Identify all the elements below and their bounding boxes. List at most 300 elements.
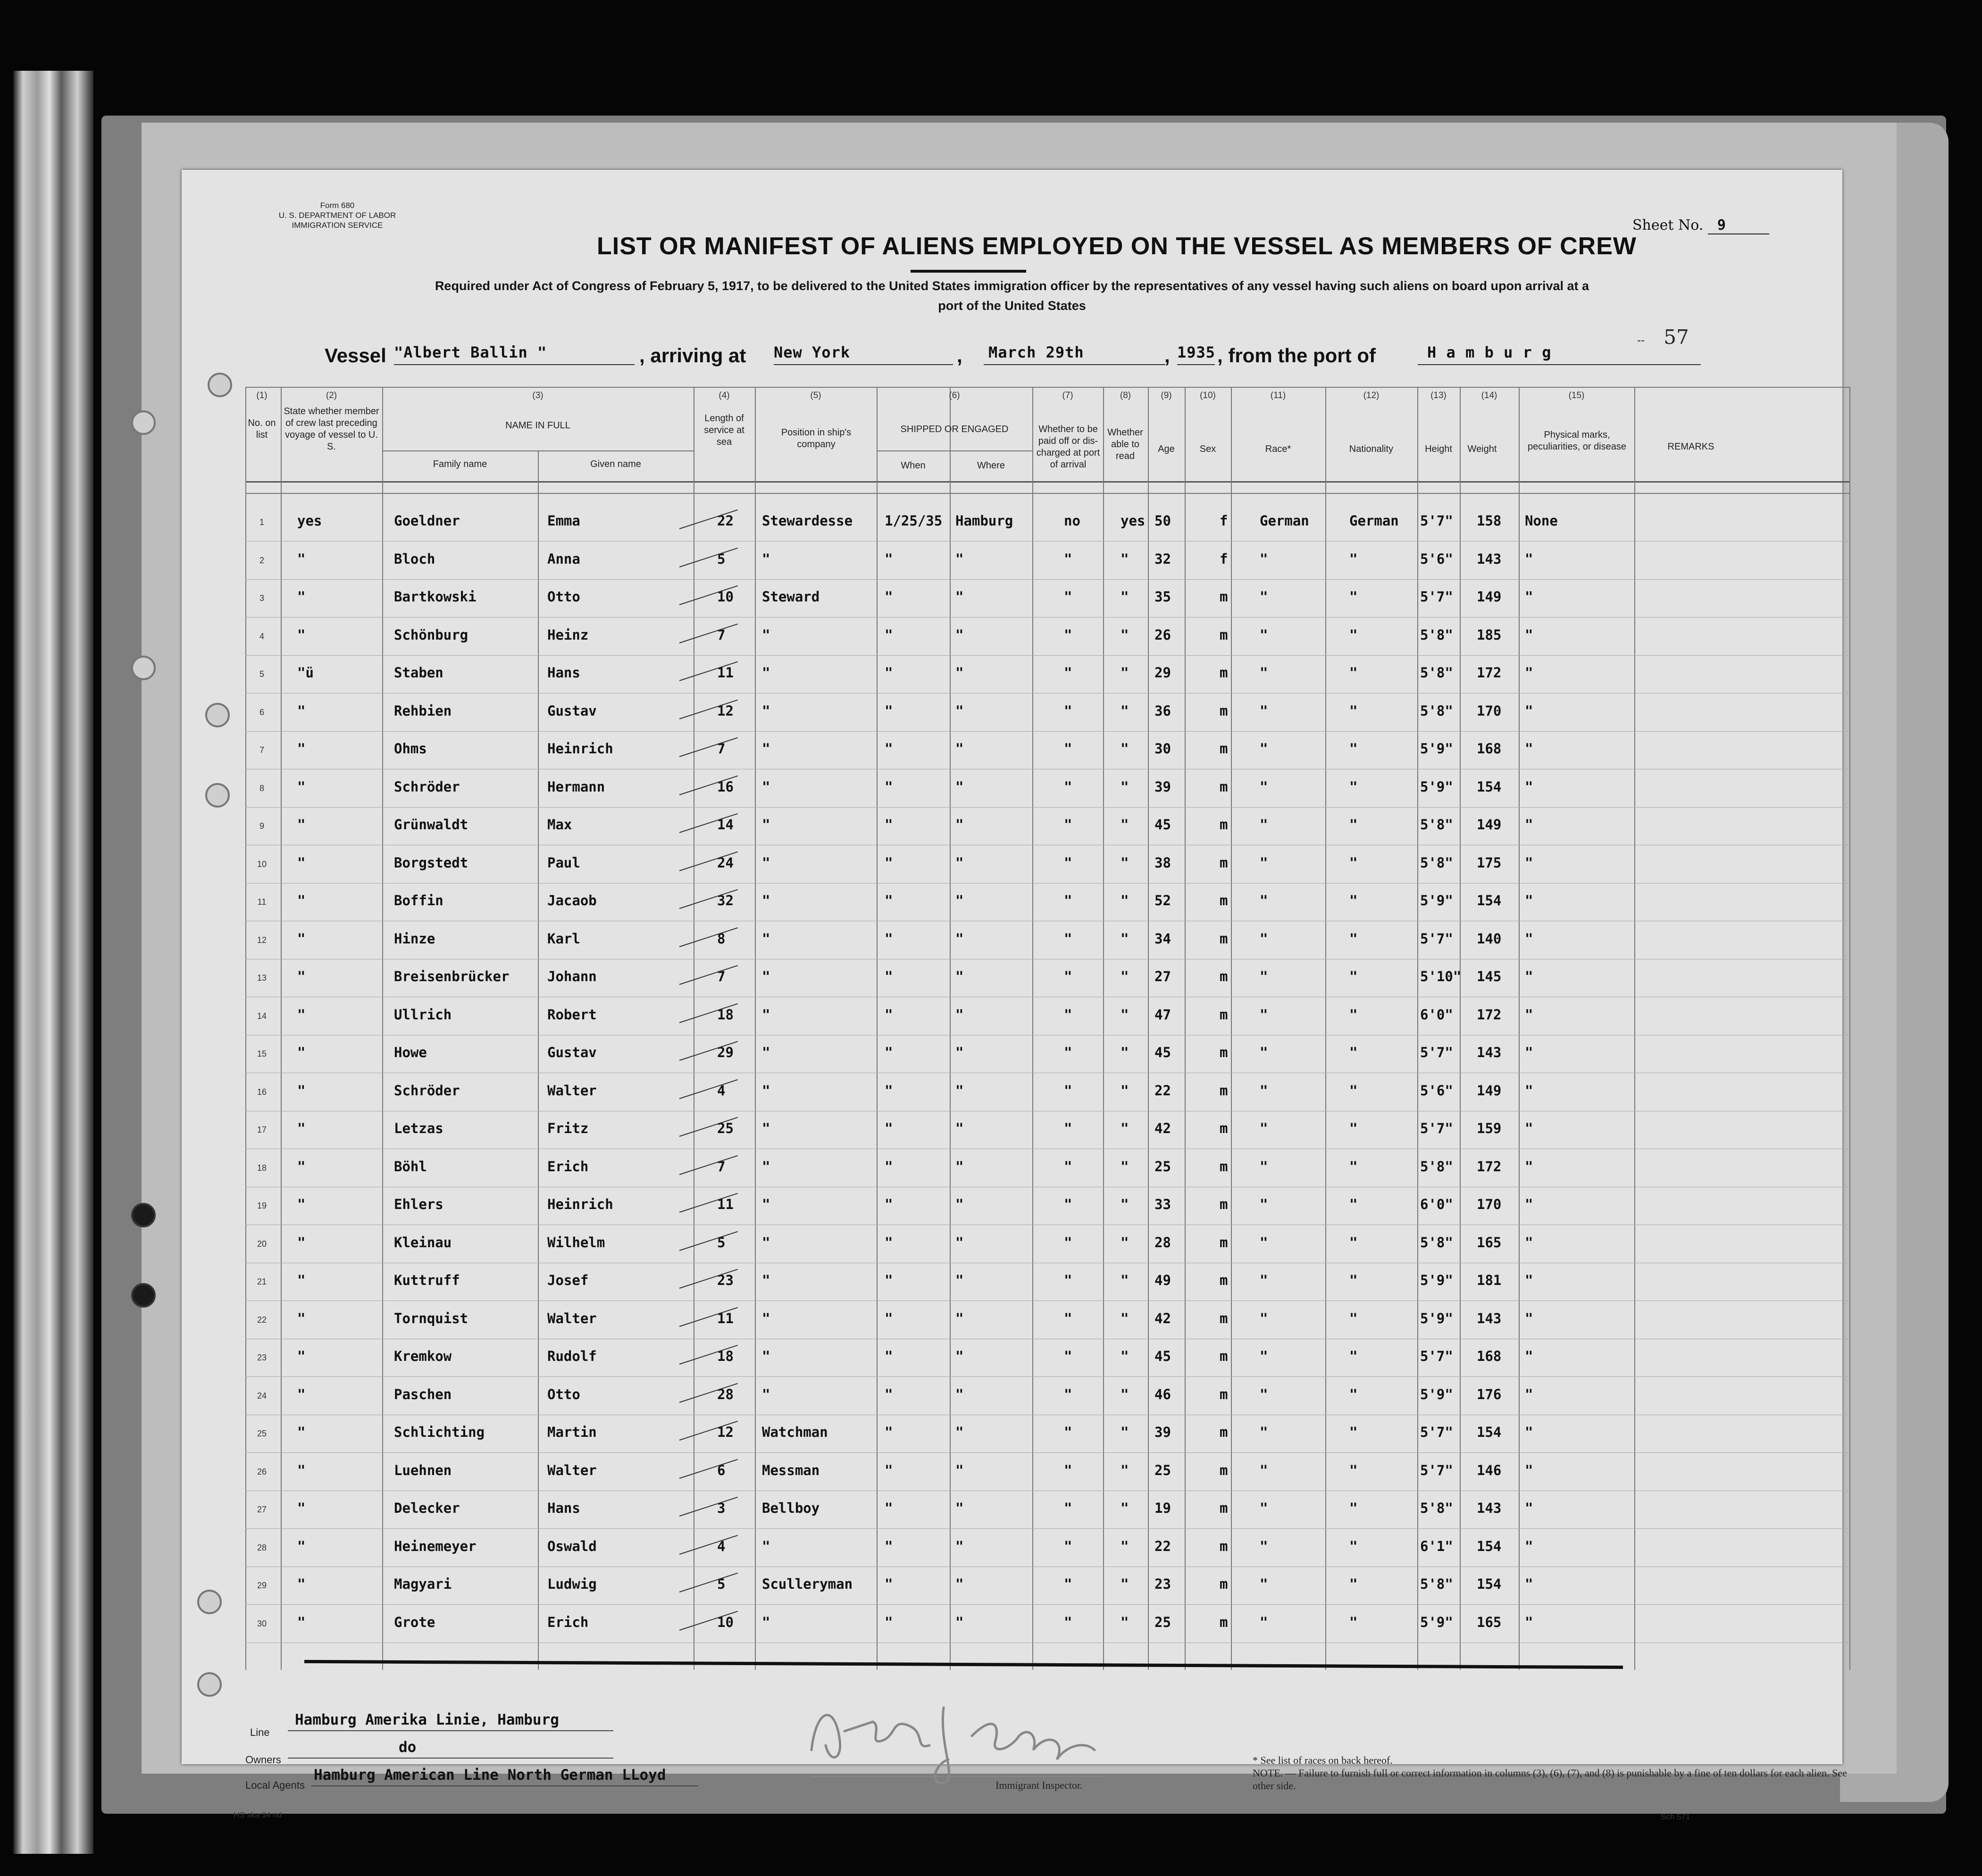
able-to-read: " — [1121, 1614, 1129, 1630]
able-to-read: " — [1121, 1348, 1129, 1364]
paid-off: " — [1064, 930, 1072, 947]
punch-hole — [208, 373, 232, 397]
weight: 154 — [1477, 892, 1502, 909]
prior-us-value: " — [297, 1272, 306, 1288]
row-rule — [245, 1376, 1849, 1377]
col-header-shipped: SHIPPED OR ENGAGED — [900, 424, 1009, 434]
prior-us-value: " — [297, 1196, 306, 1212]
height: 5'7" — [1420, 513, 1453, 529]
height: 5'7" — [1420, 1044, 1453, 1060]
service-length: 28 — [717, 1386, 734, 1402]
row-number: 14 — [257, 1011, 267, 1021]
physical-marks: " — [1525, 626, 1533, 643]
shipped-when: " — [885, 817, 893, 833]
given-name: Oswald — [547, 1538, 597, 1554]
page-subtitle: Required under Act of Congress of February 5, 1917, to be delivered to the United States immigration officer by the representatives of any vessel having such aliens on board upon arrival at a port of the United States — [435, 279, 1589, 313]
physical-marks: " — [1525, 817, 1533, 833]
given-name: Hans — [547, 665, 580, 681]
race: " — [1260, 930, 1268, 947]
weight: 143 — [1477, 1500, 1502, 1516]
sheet-number-field — [1632, 217, 1769, 234]
service-length: 29 — [717, 1044, 734, 1060]
race: " — [1260, 1120, 1268, 1136]
row-number: 20 — [257, 1239, 267, 1249]
col-header-paid-off: Whether to be paid off or dis-charged at port of arrival — [1036, 424, 1100, 470]
weight: 185 — [1477, 626, 1502, 643]
nationality: " — [1349, 1538, 1358, 1554]
col-number: (8) — [1120, 391, 1131, 400]
race: " — [1260, 778, 1268, 795]
row-number: 23 — [257, 1353, 267, 1362]
nationality: " — [1349, 968, 1358, 984]
sex: f — [1220, 513, 1228, 529]
able-to-read: " — [1121, 1082, 1129, 1099]
penalty-note: NOTE. — Failure to furnish full or correct information in columns (3), (6), (7), and (8) is punishable by a fine of ten dollars for each alien. See other side. — [1253, 1767, 1847, 1792]
physical-marks: " — [1525, 589, 1533, 605]
family-name: Boffin — [394, 892, 443, 909]
position: " — [762, 1386, 770, 1402]
sex: m — [1220, 1462, 1228, 1478]
given-name: Hermann — [547, 778, 605, 795]
position: " — [762, 626, 770, 643]
col-header-read: Whether able to read — [1107, 427, 1143, 461]
row-rule — [245, 883, 1849, 884]
row-number: 17 — [257, 1125, 267, 1134]
physical-marks: " — [1525, 854, 1533, 871]
height: 5'6" — [1420, 1082, 1453, 1099]
shipped-where: " — [955, 741, 964, 757]
prior-us-value: " — [297, 589, 306, 605]
shipped-where: " — [955, 1424, 964, 1440]
position: " — [762, 665, 770, 681]
nationality: " — [1349, 1386, 1358, 1402]
position: " — [762, 1196, 770, 1212]
physical-marks: None — [1525, 513, 1558, 529]
height: 5'7" — [1420, 1120, 1453, 1136]
shipped-where: " — [955, 1196, 964, 1212]
col-header-position: Position in ship's company — [781, 427, 852, 450]
race: " — [1260, 817, 1268, 833]
sex: m — [1220, 817, 1228, 833]
given-name: Gustav — [547, 702, 597, 719]
service-length: 5 — [717, 1576, 726, 1592]
weight: 143 — [1477, 550, 1502, 567]
nationality: " — [1349, 1234, 1358, 1251]
given-name: Otto — [547, 1386, 580, 1402]
able-to-read: " — [1121, 702, 1129, 719]
physical-marks: " — [1525, 1386, 1533, 1402]
shipped-when: " — [885, 1272, 893, 1288]
shipped-where: " — [955, 1538, 964, 1554]
age: 49 — [1154, 1272, 1171, 1288]
able-to-read: " — [1121, 1500, 1129, 1516]
age: 34 — [1154, 930, 1171, 947]
position: " — [762, 968, 770, 984]
prior-us-value: yes — [297, 513, 322, 529]
service-length: 7 — [717, 626, 726, 643]
paid-off: " — [1064, 1082, 1072, 1099]
race: " — [1260, 1538, 1268, 1554]
height: 5'9" — [1420, 1310, 1453, 1326]
vessel-name: "Albert Ballin " — [394, 343, 635, 365]
given-name: Robert — [547, 1006, 597, 1023]
paid-off: " — [1064, 702, 1072, 719]
given-name: Walter — [547, 1082, 597, 1099]
sex: m — [1220, 1424, 1228, 1440]
nationality: " — [1349, 626, 1358, 643]
prior-us-value: " — [297, 1044, 306, 1060]
prior-us-value: " — [297, 1538, 306, 1554]
physical-marks: " — [1525, 741, 1533, 757]
race: " — [1260, 550, 1268, 567]
family-name: Bloch — [394, 550, 435, 567]
service-length: 24 — [717, 854, 734, 871]
shipped-when: " — [885, 626, 893, 643]
race: " — [1260, 892, 1268, 909]
given-name: Ludwig — [547, 1576, 597, 1592]
weight: 154 — [1477, 778, 1502, 795]
position: Sculleryman — [762, 1576, 853, 1592]
given-name: Erich — [547, 1158, 589, 1175]
sex: m — [1220, 854, 1228, 871]
nationality: " — [1349, 1310, 1358, 1326]
races-note: * See list of races on back hereof. — [1253, 1754, 1393, 1766]
col-number: (14) — [1481, 391, 1497, 400]
service-length: 11 — [717, 665, 734, 681]
paid-off: " — [1064, 1196, 1072, 1212]
service-length: 4 — [717, 1538, 726, 1554]
sex: m — [1220, 1348, 1228, 1364]
shipped-when: " — [885, 968, 893, 984]
race: " — [1260, 1196, 1268, 1212]
arrival-year: 1935 — [1177, 343, 1215, 365]
physical-marks: " — [1525, 930, 1533, 947]
physical-marks: " — [1525, 1614, 1533, 1630]
position: " — [762, 702, 770, 719]
height: 5'6" — [1420, 550, 1453, 567]
given-name: Heinrich — [547, 741, 613, 757]
able-to-read: " — [1121, 550, 1129, 567]
physical-marks: " — [1525, 778, 1533, 795]
position: " — [762, 1082, 770, 1099]
prior-us-value: " — [297, 892, 306, 909]
inspector-label: Immigrant Inspector. — [995, 1779, 1083, 1791]
race: " — [1260, 1348, 1268, 1364]
age: 26 — [1154, 626, 1171, 643]
shipped-where: " — [955, 1234, 964, 1251]
sex: m — [1220, 1614, 1228, 1630]
age: 46 — [1154, 1386, 1171, 1402]
col-header-physical-marks: Physical marks, peculiarities, or disease — [1528, 430, 1626, 452]
shipped-when: " — [885, 854, 893, 871]
shipped-where: " — [955, 1386, 964, 1402]
paid-off: " — [1064, 550, 1072, 567]
footer-note — [1253, 1754, 1857, 1792]
page-number: 57 — [1664, 325, 1689, 349]
family-name: Ehlers — [394, 1196, 443, 1212]
family-name: Hinze — [394, 930, 435, 947]
physical-marks: " — [1525, 1576, 1533, 1592]
height: 5'7" — [1420, 1462, 1453, 1478]
nationality: " — [1349, 1196, 1358, 1212]
paid-off: " — [1064, 1424, 1072, 1440]
age: 45 — [1154, 817, 1171, 833]
age: 52 — [1154, 892, 1171, 909]
age: 25 — [1154, 1158, 1171, 1175]
shipped-where: " — [955, 589, 964, 605]
punch-hole — [131, 1283, 156, 1308]
row-number: 25 — [257, 1429, 267, 1438]
paid-off: " — [1064, 1462, 1072, 1478]
nationality: " — [1349, 665, 1358, 681]
nationality: " — [1349, 702, 1358, 719]
col-number: (7) — [1062, 391, 1073, 400]
col-number: (9) — [1161, 391, 1172, 400]
race: " — [1260, 1272, 1268, 1288]
position: " — [762, 1538, 770, 1554]
shipped-where: " — [955, 1462, 964, 1478]
age: 50 — [1154, 513, 1171, 529]
service-length: 11 — [717, 1310, 734, 1326]
race: " — [1260, 1082, 1268, 1099]
family-name: Howe — [394, 1044, 427, 1060]
physical-marks: " — [1525, 1310, 1533, 1326]
agents-underline — [311, 1785, 698, 1786]
given-name: Jacaob — [547, 892, 597, 909]
age: 29 — [1154, 665, 1171, 681]
row-number: 16 — [257, 1087, 267, 1097]
owners-value: do — [399, 1739, 417, 1756]
punch-hole — [131, 1203, 156, 1227]
weight: 149 — [1477, 817, 1502, 833]
position: " — [762, 817, 770, 833]
position: " — [762, 854, 770, 871]
physical-marks: " — [1525, 1348, 1533, 1364]
service-length: 23 — [717, 1272, 734, 1288]
sheet-label: Sheet No. — [1632, 217, 1704, 233]
given-name: Heinrich — [547, 1196, 613, 1212]
height: 5'9" — [1420, 741, 1453, 757]
shipped-header-rule — [877, 450, 1032, 451]
physical-marks: " — [1525, 1158, 1533, 1175]
paid-off: " — [1064, 1158, 1072, 1175]
weight: 176 — [1477, 1386, 1502, 1402]
sex: m — [1220, 1272, 1228, 1288]
service-length: 18 — [717, 1348, 734, 1364]
prior-us-value: " — [297, 817, 306, 833]
age: 25 — [1154, 1462, 1171, 1478]
able-to-read: " — [1121, 1462, 1129, 1478]
shipped-where: " — [955, 1006, 964, 1023]
service-length: 18 — [717, 1006, 734, 1023]
family-name: Magyari — [394, 1576, 452, 1592]
col-header-prior-us: State whether member of crew last preceding voyage of vessel to U. S. — [284, 406, 379, 452]
height: 5'9" — [1420, 778, 1453, 795]
able-to-read: " — [1121, 1272, 1129, 1288]
punch-hole — [131, 656, 156, 680]
physical-marks: " — [1525, 1272, 1533, 1288]
col-header-when: When — [901, 460, 926, 471]
race: " — [1260, 589, 1268, 605]
sex: m — [1220, 968, 1228, 984]
able-to-read: " — [1121, 1158, 1129, 1175]
shipped-where: " — [955, 702, 964, 719]
service-length: 11 — [717, 1196, 734, 1212]
age: 39 — [1154, 778, 1171, 795]
able-to-read: " — [1121, 892, 1129, 909]
paid-off: " — [1064, 589, 1072, 605]
physical-marks: " — [1525, 892, 1533, 909]
sex: m — [1220, 1196, 1228, 1212]
able-to-read: " — [1121, 1576, 1129, 1592]
family-name: Delecker — [394, 1500, 460, 1516]
shipped-where: " — [955, 778, 964, 795]
service-length: 10 — [717, 1614, 734, 1630]
title-divider — [911, 270, 1026, 273]
given-name: Josef — [547, 1272, 589, 1288]
shipped-when: " — [885, 550, 893, 567]
row-rule — [245, 579, 1849, 580]
row-rule — [245, 655, 1849, 656]
inspector-underline — [811, 1776, 1104, 1777]
sex: m — [1220, 665, 1228, 681]
paid-off: " — [1064, 892, 1072, 909]
row-number: 4 — [259, 631, 264, 641]
given-name: Hans — [547, 1500, 580, 1516]
shipped-where: " — [955, 665, 964, 681]
age: 30 — [1154, 741, 1171, 757]
nationality: " — [1349, 550, 1358, 567]
inspector-signature — [802, 1689, 1123, 1793]
row-number: 11 — [257, 897, 267, 907]
shipped-when: " — [885, 892, 893, 909]
manifest-sheet — [182, 170, 1842, 1764]
age: 35 — [1154, 589, 1171, 605]
sex: m — [1220, 930, 1228, 947]
shipped-when: " — [885, 1386, 893, 1402]
row-number: 26 — [257, 1467, 267, 1476]
height: 6'0" — [1420, 1196, 1453, 1212]
position: " — [762, 1044, 770, 1060]
age: 45 — [1154, 1348, 1171, 1364]
sex: m — [1220, 1538, 1228, 1554]
weight: 172 — [1477, 1006, 1502, 1023]
row-number: 15 — [257, 1049, 267, 1059]
paid-off: " — [1064, 1538, 1072, 1554]
age: 39 — [1154, 1424, 1171, 1440]
weight: 172 — [1477, 1158, 1502, 1175]
row-number: 13 — [257, 973, 267, 983]
given-name: Max — [547, 817, 572, 833]
given-name: Karl — [547, 930, 580, 947]
weight: 168 — [1477, 741, 1502, 757]
arriving-label: , arriving at — [639, 344, 746, 367]
shipped-where: " — [955, 1348, 964, 1364]
race: " — [1260, 1158, 1268, 1175]
position: Steward — [762, 589, 820, 605]
weight: 181 — [1477, 1272, 1502, 1288]
service-length: 10 — [717, 589, 734, 605]
height: 5'8" — [1420, 702, 1453, 719]
position: " — [762, 1006, 770, 1023]
shipped-when: " — [885, 1158, 893, 1175]
family-name: Kuttruff — [394, 1272, 460, 1288]
given-name: Martin — [547, 1424, 597, 1440]
race: " — [1260, 1386, 1268, 1402]
col-number: (12) — [1363, 391, 1380, 400]
table-top-border — [245, 387, 1849, 388]
row-number: 28 — [257, 1542, 267, 1552]
row-number: 1 — [259, 517, 264, 527]
shipped-where: " — [955, 1310, 964, 1326]
paid-off: " — [1064, 1310, 1072, 1326]
col-header-sex: Sex — [1199, 444, 1216, 454]
position: " — [762, 1614, 770, 1630]
physical-marks: " — [1525, 1462, 1533, 1478]
col-header-height: Height — [1425, 444, 1452, 454]
agents-value: Hamburg American Line North German LLoyd — [314, 1767, 666, 1784]
weight: 154 — [1477, 1576, 1502, 1592]
nationality: " — [1349, 854, 1358, 871]
able-to-read: " — [1121, 1196, 1129, 1212]
height: 5'7" — [1420, 589, 1453, 605]
family-name: Luehnen — [394, 1462, 452, 1478]
row-number: 5 — [259, 669, 264, 679]
shipped-where: " — [955, 892, 964, 909]
col-number: (13) — [1430, 391, 1447, 400]
col-number: (4) — [719, 391, 730, 400]
shipped-when: " — [885, 1082, 893, 1099]
line-value: Hamburg Amerika Linie, Hamburg — [295, 1711, 559, 1728]
family-name: Letzas — [394, 1120, 443, 1136]
given-name: Gustav — [547, 1044, 597, 1060]
able-to-read: " — [1121, 626, 1129, 643]
nationality: " — [1349, 1614, 1358, 1630]
family-name: Schröder — [394, 778, 460, 795]
paid-off: " — [1064, 1044, 1072, 1060]
row-number: 12 — [257, 935, 267, 945]
shipped-where: " — [955, 1044, 964, 1060]
able-to-read: " — [1121, 1120, 1129, 1136]
line-underline — [288, 1730, 613, 1731]
position: " — [762, 1310, 770, 1326]
arrival-port: New York — [774, 343, 953, 365]
sex: m — [1220, 589, 1228, 605]
race: " — [1260, 1310, 1268, 1326]
given-name: Walter — [547, 1462, 597, 1478]
sex: m — [1220, 1120, 1228, 1136]
family-name: Böhl — [394, 1158, 427, 1175]
binder-edge — [13, 71, 93, 1854]
age: 28 — [1154, 1234, 1171, 1251]
col-header-service: Length of service at sea — [704, 413, 744, 447]
nationality: " — [1349, 1272, 1358, 1288]
height: 5'8" — [1420, 665, 1453, 681]
family-name: Staben — [394, 665, 443, 681]
shipped-when: " — [885, 589, 893, 605]
age: 27 — [1154, 968, 1171, 984]
prior-us-value: " — [297, 1120, 306, 1136]
nationality: " — [1349, 1348, 1358, 1364]
weight: 149 — [1477, 589, 1502, 605]
shipped-when: " — [885, 702, 893, 719]
race: " — [1260, 1006, 1268, 1023]
family-name: Kremkow — [394, 1348, 452, 1364]
family-name: Goeldner — [394, 513, 460, 529]
shipped-when: " — [885, 1462, 893, 1478]
from-port-label: , from the port of — [1217, 344, 1376, 367]
shipped-when: " — [885, 1120, 893, 1136]
